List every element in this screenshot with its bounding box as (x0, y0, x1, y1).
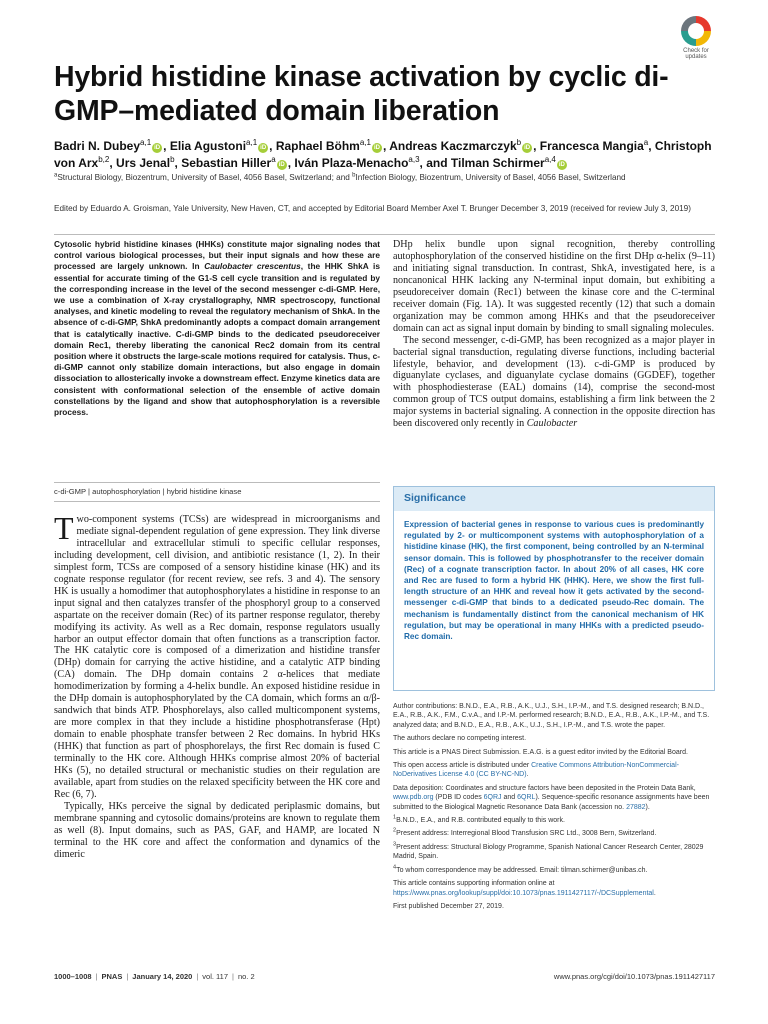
author-separator: , (382, 139, 390, 153)
pdb-6qrj-link[interactable]: 6QRJ (483, 794, 502, 802)
footnote-marker: 3 (393, 841, 397, 848)
footer-pages: 1000–1008 (54, 972, 92, 981)
right-paragraph-2 (393, 335, 715, 431)
drop-cap: T (54, 510, 74, 546)
check-for-updates-badge[interactable] (676, 16, 716, 66)
body-left-column (54, 510, 380, 861)
author-name[interactable]: Sebastian Hiller (181, 156, 272, 170)
pdb-link[interactable]: www.pdb.org (393, 794, 434, 802)
orcid-icon[interactable]: iD (278, 162, 285, 168)
significance-heading: Significance (394, 487, 714, 511)
author-name[interactable]: Tilman Schirmer (450, 156, 545, 170)
author-name[interactable]: Badri N. Dubey (54, 139, 141, 153)
footnote-text: B.N.D., E.A., and R.B. contributed equally to this work. (396, 817, 565, 825)
footer-journal: PNAS (101, 972, 123, 981)
author-affil-marker: a,4 (544, 155, 556, 164)
body-right-column (393, 239, 715, 430)
footnote-text: To whom correspondence may be addressed. Email: tilman.schirmer@unibas.ch. (396, 866, 648, 874)
affil-b-text: Infection Biology, Biozentrum, University of Basel, 4056 Basel, Switzerland (355, 173, 626, 182)
keywords: c-di-GMP | autophosphorylation | hybrid histidine kinase (54, 487, 242, 496)
author-affil-marker: b (170, 155, 175, 164)
author-separator: , (287, 156, 295, 170)
author-separator: , (269, 139, 276, 153)
footnote-4 (393, 866, 715, 875)
open-access-text: This open access article is distributed under (393, 762, 532, 770)
author-name[interactable]: Raphael Böhm (275, 139, 360, 153)
footnote-marker: 4 (393, 864, 397, 871)
author-list (54, 138, 724, 172)
author-name[interactable]: Elia Agustoni (169, 139, 247, 153)
footnote-marker: 1 (393, 814, 397, 821)
author-name[interactable]: Iván Plaza-Menacho (294, 156, 409, 170)
page-footer (54, 972, 715, 981)
supporting-text: This article contains supporting information online at (393, 880, 555, 888)
author-separator: , (174, 156, 182, 170)
license-link[interactable]: Creative Commons Attribution-NonCommercial-NoDerivatives License 4.0 (CC BY-NC-ND) (393, 762, 679, 779)
affil-marker-b: b (352, 172, 356, 179)
footnote-text: Present address: Structural Biology Programme, Spanish National Cancer Research Center, 28029 Madrid, Spain. (393, 843, 704, 861)
footnote-3 (393, 843, 715, 862)
affiliations (54, 172, 724, 183)
abstract-divider (54, 482, 380, 483)
orcid-icon[interactable]: iD (558, 162, 565, 168)
intro-paragraph-2: Typically, HKs perceive the signal by dedicated periplasmic domains, but membrane spanning and cytosolic domains/proteins are known to regulate them as well (8). Input domains, such as PAS, GAF, and HAMP, are located N terminal to the HK core and affect the conformation and dynamics of the dimeric (54, 800, 380, 860)
deposition-end: ). (645, 803, 650, 811)
article-notes (393, 702, 715, 915)
submission-note: This article is a PNAS Direct Submission. E.A.G. is a guest editor invited by the Editorial Board. (393, 748, 688, 756)
footer-citation: 1000–1008 | PNAS | January 14, 2020 | vol. 117 | no. 2 (54, 972, 255, 981)
footnote-2 (393, 829, 715, 838)
header-divider (54, 234, 715, 235)
author-affil-marker: a (643, 138, 649, 147)
intro-paragraph-1 (54, 510, 380, 801)
author-contributions: Author contributions: B.N.D., E.A., R.B., A.K., U.J., S.H., I.P.-M., and T.S. designed research; B.N.D., E.A., R.B., A.K., F.M., C.v.A., and I.P.-M. performed research; B.N.D., E.A., R.B., A.K., I.P.-M., and T.S. analyzed data; and B.N.D., E.A., R.B., A.K., U.J., S.H., I.P.-M., and T.S. wrote the paper. (393, 703, 710, 729)
affil-a-text: Structural Biology, Biozentrum, University of Basel, 4056 Basel, Switzerland; and (57, 173, 353, 182)
footer-number: no. 2 (237, 972, 255, 981)
right-organism: Caulobacter (526, 418, 578, 430)
author-affil-marker: a,1 (246, 138, 258, 147)
author-affil-marker: b,2 (98, 155, 110, 164)
author-affil-marker: a,1 (359, 138, 371, 147)
deposition-mid-3: ). Sequence-specific resonance assignments have been submitted to the Biological Magnetic Resonance Data Bank (accession no. (393, 794, 710, 811)
orcid-icon[interactable]: iD (373, 145, 380, 151)
open-access-end: . (526, 771, 529, 779)
right-text-2: The second messenger, c-di-GMP, has been recognized as a major player in bacterial signal transduction, regulating diverse functions, including bacterial lifestyle, behavior, and development (13). c-di-GMP is produced by diguanylate cyclases, and diguanylate cyclase domains (GGDEF), together with phosphodiesterase (EAL) domains (14), comprise the second-most common group of TCS output domains, establishing a firm link between the 2 major systems in bacterial signaling. A connection in the opposite direction has been discovered only recently in (393, 334, 715, 430)
author-separator: , and (419, 156, 451, 170)
footnote-marker: 2 (393, 828, 397, 835)
bmrb-link[interactable]: 27882 (626, 803, 646, 811)
affil-marker-a: a (54, 172, 58, 179)
author-affil-marker: a,1 (140, 138, 152, 147)
orcid-icon[interactable]: iD (524, 145, 531, 151)
deposition-mid-1: (PDB ID codes (433, 794, 484, 802)
right-paragraph-1: DHp helix bundle upon signal recognition, thereby controlling autophosphorylation of the conserved histidine on the first DHp α-helix (9–11) and initiating signal transduction. In contrast, ShkA, investigated here, is a noncanonical HHK lacking any N-terminal input domain, but exhibiting a pseudoreceiver domain (Rec1) between the kinase core and the C-terminal receiver domain (Fig. 1A). It was suggested recently (12) that such a domain organization may be common among HHKs and that the pseudoreceiver domain can act as signal input domain by binding to small signaling molecules. (393, 239, 715, 334)
competing-interest: The authors declare no competing interest. (393, 735, 527, 743)
abstract (54, 239, 380, 418)
article-title: Hybrid histidine kinase activation by cyclic di-GMP–mediated domain liberation (54, 61, 669, 127)
orcid-icon[interactable]: iD (260, 145, 267, 151)
author-affil-marker: b (516, 138, 522, 147)
check-for-updates-icon (681, 16, 711, 46)
author-separator: , (533, 139, 540, 153)
footnote-1 (393, 816, 715, 825)
significance-box (393, 486, 715, 691)
supporting-info (393, 879, 715, 898)
footer-doi-link[interactable]: www.pnas.org/cgi/doi/10.1073/pnas.1911427117 (553, 972, 715, 981)
deposition-text: Data deposition: Coordinates and structure factors have been deposited in the Protein Data Bank, (393, 784, 696, 792)
pdb-6qrl-link[interactable]: 6QRL (517, 794, 536, 802)
abstract-text-2: , the HHK ShkA is essential for accurate timing of the G1-S cell cycle transition and is regulated by the corresponding increase in the level of the second messenger c-di-GMP. Here, we use a combination of X-ray crystallography, NMR spectroscopy, functional analyses, and kinetic modeling to reveal the regulatory mechanism of ShkA. In the absence of c-di-GMP, ShkA predominantly adopts a compact domain arrangement that is catalytically inactive. C-di-GMP binds to the dedicated pseudoreceiver domain Rec1, thereby liberating the canonical Rec2 domain from its central position where it obstructs the large-scale motions required for catalysis. Thus, c-di-GMP cannot only stabilize domain interactions, but also engage in domain dissociation to allosterically invoke a downstream effect. Enzyme kinetics data are consistent with conformational selection of the ensemble of active domain constellations by the ligand and show that autophosphorylation is a reversible process. (54, 261, 380, 418)
author-name[interactable]: Francesca Mangia (539, 139, 644, 153)
author-separator: , (163, 139, 170, 153)
abstract-text-1: Cytosolic hybrid histidine kinases (HHKs) constitute major signaling nodes that control various biological processes, but their input signals and how these are processed are largely unknown. In (54, 239, 380, 272)
published-date: First published December 27, 2019. (393, 902, 504, 910)
author-name[interactable]: Christoph von Arx (54, 139, 712, 170)
author-name[interactable]: Andreas Kaczmarczyk (389, 139, 517, 153)
supplemental-link[interactable]: https://www.pnas.org/lookup/suppl/doi:10.1073/pnas.1911427117/-/DCSupplemental (393, 889, 654, 897)
open-access-note (393, 761, 715, 780)
footer-date: January 14, 2020 (132, 972, 193, 981)
abstract-organism: Caulobacter crescentus (204, 261, 301, 272)
intro-text-1: wo-component systems (TCSs) are widespread in microorganisms and mediate signal-dependent regulation of gene expression. They link diverse intracellular and extracellular stimuli to specific cellular responses, including development, cell division, and antibiotic resistance (1, 2). In their simplest form, TCSs are composed of a sensory histidine kinase (HK) and its cognate response regulator (for recent review, see refs. 3 and 4). The sensory HK is usually a homodimer that autophosphorylates a histidine in response to an input signal and then catalyzes transfer of the phosphoryl group to a conserved aspartate on the receiver domain (Rec) of its partner response regulator, thereby modifying its activity. As well as a Rec domain, response regulators usually harbor an output effector domain that often functions as a transcription factor. The HK catalytic core is composed of a dimerization and histidine transfer (DHp) domain for carrying the active histidine, and a catalytic ATP binding (CA) domain. The DHp domain contains 2 α-helices that mediate homodimerization by forming a 4-helix bundle. An exposed histidine residue in the DHp domain is autophosphorylated by the CA domain, which forms an α/β-sandwich that binds ATP. Phosphorelays, also called multicomponent systems, are more complex in that they include a histidine phosphotransferase (Hpt) domain to enable phosphate transfer between 2 Rec domains. In hybrid HKs (HHK) that function as part of phosphorelays, the first Rec domain is fused C terminally to the HK core. Although HHKs comprise almost 20% of bacterial HKs (5), no detailed structural or mechanistic studies on their regulation are available, apart from studies on the relaxed specificity between the HK core and Rec (6, 7). (54, 514, 380, 800)
author-separator: , (648, 139, 655, 153)
supporting-end: . (653, 889, 656, 897)
significance-text: Expression of bacterial genes in response to various cues is predominantly regulated by 2- or multicomponent systems with autophosphorylation of a histidine kinase (HK), the first component, being controlled by an N-terminal sensor domain. This is followed by phosphotransfer to the receiver domain (Rec) of a cognate transcription factor. In about 20% of all cases, HK core and Rec are fused to form a hybrid HK (HHK). Here, we show the first full-length structure of an HHK and reveal how it gets activated by the second-messenger c-di-GMP that binds to a dedicated pseudo-Rec domain. The mechanism is fundamentally distinct from the canonical mechanism of HK regulation, but may be operational in many HHKs with a predicted pseudo-Rec domain. (404, 520, 704, 642)
author-separator: , (109, 156, 117, 170)
data-deposition (393, 784, 715, 812)
deposition-mid-2: and (501, 794, 518, 802)
author-affil-marker: a,3 (408, 155, 420, 164)
badge-label: Check for updates (683, 48, 709, 60)
footnote-text: Present address: Interregional Blood Transfusion SRC Ltd., 3008 Bern, Switzerland. (396, 830, 657, 838)
author-name[interactable]: Urs Jenal (116, 156, 171, 170)
footer-volume: vol. 117 (202, 972, 229, 981)
orcid-icon[interactable]: iD (154, 145, 161, 151)
author-affil-marker: a (271, 155, 276, 164)
edited-by: Edited by Eduardo A. Groisman, Yale University, New Haven, CT, and accepted by Editorial Board Member Axel T. Brunger December 3, 2019 (received for review July 3, 2019) (54, 204, 691, 213)
keywords-divider (54, 501, 380, 502)
